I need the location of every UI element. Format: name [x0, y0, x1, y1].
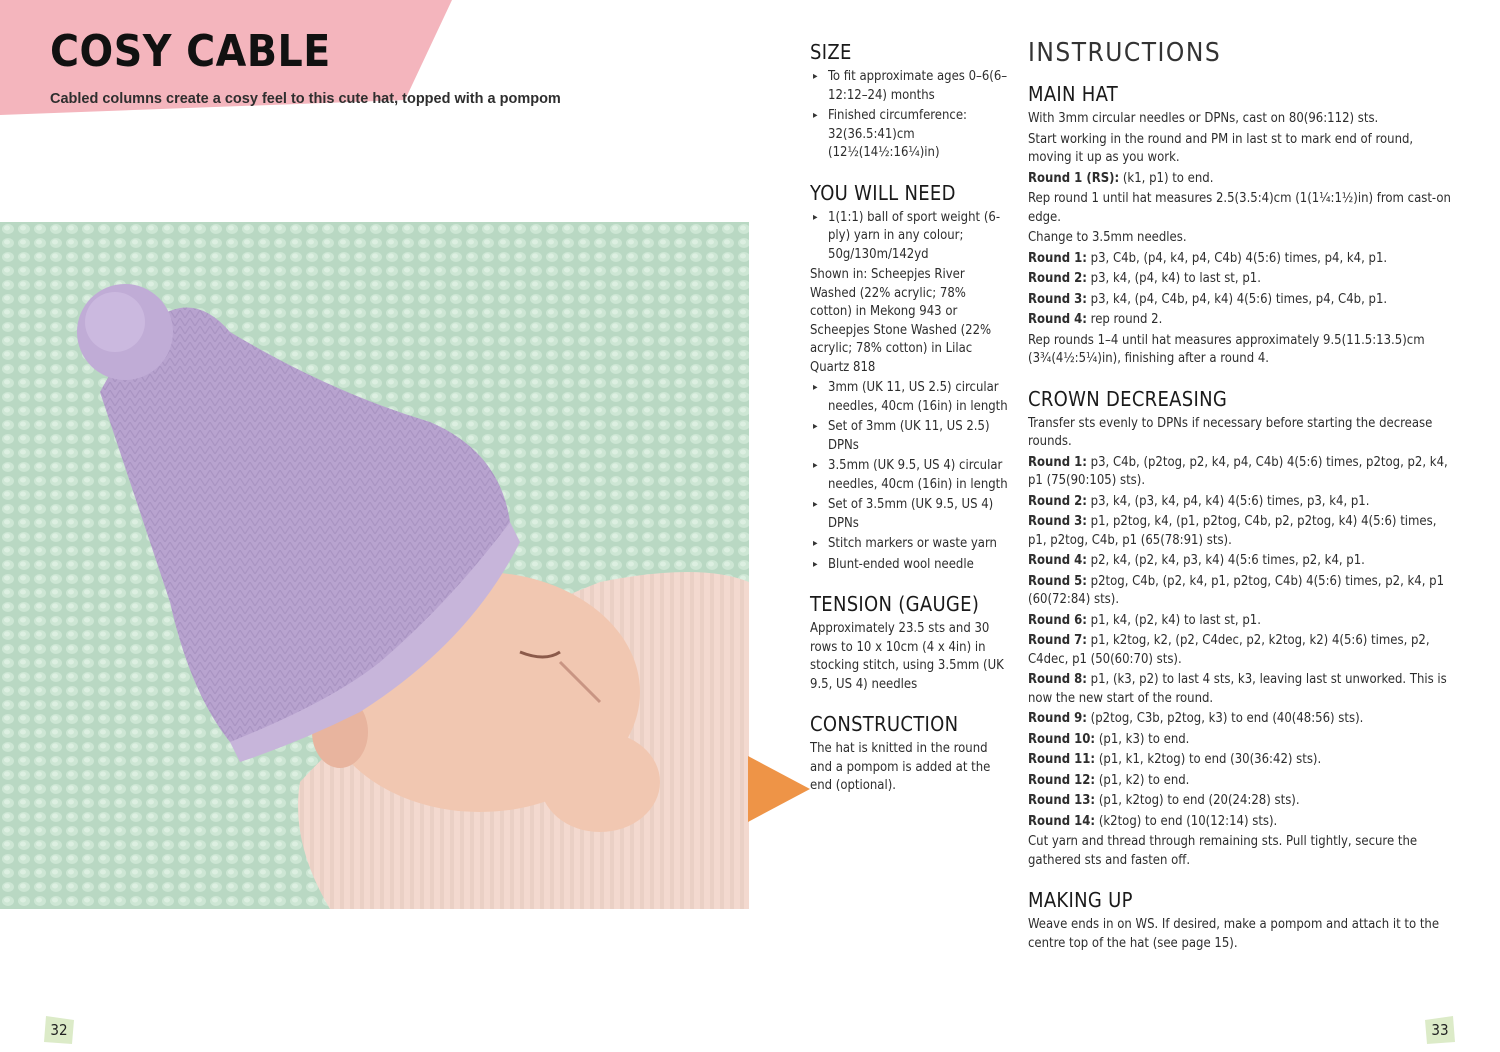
- main-hat-rounds: [1028, 250, 1458, 330]
- instruction-text: Rep round 1 until hat measures 2.5(3.5:4)cm (1(1¼:1½)in) from cast-on edge.: [1028, 191, 1451, 225]
- round-text: (p1, k2) to end.: [1095, 772, 1190, 788]
- round-text: p3, C4b, (p2tog, p2, k4, p4, C4b) 4(5:6) times, p2tog, p2, k4, p1 (75(90:105) sts).: [1028, 454, 1448, 488]
- baby-hat-photo: [0, 222, 749, 909]
- round-text: p1, p2tog, k4, (p1, p2tog, C4b, p2, p2tog, k4) 4(5:6) times, p1, p2tog, C4b, p1 (65(78:91) sts).: [1028, 514, 1437, 548]
- tension-heading: TENSION (GAUGE): [810, 592, 980, 616]
- round-label: Round 12:: [1028, 772, 1096, 788]
- round-text: p3, k4, (p3, k4, p4, k4) 4(5:6) times, p3, k4, p1.: [1086, 493, 1370, 509]
- page-number-right: [1423, 1014, 1457, 1046]
- round-line: [1028, 311, 1458, 330]
- round-line: [1028, 792, 1458, 811]
- material-item: ▸ Set of 3mm (UK 11, US 2.5) DPNs: [810, 418, 1010, 455]
- instruction-text: Change to 3.5mm needles.: [1028, 230, 1187, 245]
- round-line: [1028, 813, 1458, 832]
- round-line: [1028, 612, 1458, 631]
- round-line: [1028, 772, 1458, 791]
- instruction-text: Cut yarn and thread through remaining sts. Pull tightly, secure the gathered sts and fasten off.: [1028, 834, 1418, 868]
- shown-in-note: Shown in: Scheepjes River Washed (22% acrylic; 78% cotton) in Mekong 943 or Scheepjes Stone Washed (22% acrylic; 78% cotton) in Lilac Quartz 818: [810, 267, 992, 375]
- round-label: Round 7:: [1028, 633, 1087, 648]
- material-item: ▸ Stitch markers or waste yarn: [810, 535, 1010, 554]
- round-line: [1028, 270, 1458, 289]
- round-text: p2tog, C4b, (p2, k4, p1, p2tog, C4b) 4(5:6) times, p2, k4, p1 (60(72:84) sts).: [1028, 573, 1445, 607]
- round-label: Round 6:: [1028, 612, 1087, 628]
- tension-text: Approximately 23.5 sts and 30 rows to 10 x 10cm (4 x 4in) in stocking stitch, using 3.5mm (UK 9.5, US 4) needles: [810, 621, 1004, 692]
- round-text: p1, (k3, p2) to last 4 sts, k3, leaving last st unworked. This is now the new start of the round.: [1028, 672, 1447, 706]
- main-hat-section: [1028, 82, 1458, 369]
- main-hat-heading: MAIN HAT: [1028, 82, 1118, 106]
- round-text: p3, k4, (p4, C4b, p4, k4) 4(5:6) times, p4, C4b, p1.: [1086, 291, 1388, 307]
- page-arrow-decoration: [748, 756, 810, 822]
- round-text: p3, k4, (p4, k4) to last st, p1.: [1086, 271, 1261, 286]
- round-label: Round 14:: [1028, 813, 1096, 829]
- round-line: [1028, 671, 1458, 708]
- round-text: p3, C4b, (p4, k4, p4, C4b) 4(5:6) times, p4, k4, p1.: [1086, 250, 1388, 266]
- materials-column: [810, 40, 1010, 814]
- round-label: Round 10:: [1028, 731, 1096, 747]
- you-will-need-heading: YOU WILL NEED: [810, 180, 956, 205]
- instruction-text: Transfer sts evenly to DPNs if necessary before starting the decrease rounds.: [1028, 415, 1433, 449]
- making-up-text: Weave ends in on WS. If desired, make a pompom and attach it to the centre top of the hat (see page 15).: [1028, 917, 1440, 951]
- instruction-text: Rep rounds 1–4 until hat measures approximately 9.5(11.5:13.5)cm (3¾(4½:5¼)in), finishing after a round 4.: [1028, 332, 1425, 366]
- round-label: Round 3:: [1028, 291, 1087, 307]
- page-subtitle: Cabled columns create a cosy feel to this cute hat, topped with a pompom: [50, 91, 561, 107]
- round-line: [1028, 573, 1458, 610]
- round-label: Round 2:: [1028, 271, 1087, 286]
- making-up-heading: MAKING UP: [1028, 888, 1133, 912]
- construction-text: The hat is knitted in the round and a pompom is added at the end (optional).: [810, 741, 991, 793]
- material-item: ▸ 1(1:1) ball of sport weight (6-ply) yarn in any colour; 50g/130m/142yd: [810, 209, 1010, 265]
- round-label: Round 2:: [1028, 493, 1087, 509]
- round-text: (k2tog) to end (10(12:14) sts).: [1095, 813, 1278, 829]
- round-text: p1, k4, (p2, k4) to last st, p1.: [1086, 612, 1261, 628]
- round-text: rep round 2.: [1086, 312, 1163, 327]
- instructions-title: INSTRUCTIONS: [1028, 38, 1222, 68]
- construction-section: [810, 712, 1010, 796]
- round-text: p1, k2tog, k2, (p2, C4dec, p2, k2tog, k2) 4(5:6) times, p2, C4dec, p1 (50(60:70) sts).: [1028, 633, 1430, 667]
- round-label: Round 4:: [1028, 553, 1087, 568]
- round-label: Round 11:: [1028, 752, 1096, 767]
- round-label: Round 4:: [1028, 312, 1087, 327]
- size-item: ▸ Finished circumference: 32(36.5:41)cm (12½(14½:16¼)in): [810, 107, 1010, 163]
- page-number-text: 32: [50, 1021, 68, 1039]
- round-text: (p1, k1, k2tog) to end (30(36:42) sts).: [1095, 752, 1322, 767]
- round-label: Round 1:: [1028, 250, 1087, 266]
- round-line: [1028, 751, 1458, 770]
- size-section: [810, 40, 1010, 163]
- round-line: [1028, 632, 1458, 669]
- round-text: (p1, k3) to end.: [1095, 731, 1190, 747]
- crown-section: [1028, 387, 1458, 871]
- round-label: Round 1 (RS):: [1028, 170, 1120, 186]
- round-label: Round 5:: [1028, 573, 1087, 589]
- material-item: ▸ 3mm (UK 11, US 2.5) circular needles, 40cm (16in) in length: [810, 379, 1010, 416]
- round-label: Round 1:: [1028, 454, 1087, 470]
- round-label: Round 8:: [1028, 672, 1087, 687]
- round-text: (p2tog, C3b, p2tog, k3) to end (40(48:56) sts).: [1086, 711, 1364, 726]
- page-title: COSY CABLE: [50, 26, 331, 77]
- tension-section: [810, 592, 1010, 694]
- material-item: ▸ 3.5mm (UK 9.5, US 4) circular needles, 40cm (16in) in length: [810, 457, 1010, 494]
- construction-heading: CONSTRUCTION: [810, 712, 959, 736]
- round-line: [1028, 493, 1458, 512]
- round-line: [1028, 170, 1458, 189]
- round-line: [1028, 454, 1458, 491]
- round-line: [1028, 552, 1458, 571]
- page-number-left: [42, 1014, 76, 1046]
- round-line: [1028, 710, 1458, 729]
- material-item: ▸ Blunt-ended wool needle: [810, 556, 1010, 575]
- round-line: [1028, 731, 1458, 750]
- round-text: p2, k4, (p2, k4, p3, k4) 4(5:6 times, p2, k4, p1.: [1086, 553, 1365, 568]
- round-line: [1028, 250, 1458, 269]
- size-heading: SIZE: [810, 40, 852, 64]
- instruction-text: Start working in the round and PM in last st to mark end of round, moving it up as you work.: [1028, 131, 1414, 165]
- round-line: [1028, 513, 1458, 550]
- round-label: Round 9:: [1028, 711, 1087, 726]
- you-will-need-section: [810, 181, 1010, 575]
- material-item: ▸ Set of 3.5mm (UK 9.5, US 4) DPNs: [810, 496, 1010, 533]
- size-item: ▸ To fit approximate ages 0–6(6–12:12–24) months: [810, 68, 1010, 105]
- round-line: [1028, 291, 1458, 310]
- instructions-column: [1028, 38, 1458, 971]
- round-label: Round 13:: [1028, 793, 1096, 808]
- crown-rounds: [1028, 454, 1458, 832]
- crown-heading: CROWN DECREASING: [1028, 386, 1228, 411]
- making-up-section: [1028, 888, 1458, 953]
- round-text: (k1, p1) to end.: [1119, 170, 1214, 186]
- page-number-text: 33: [1431, 1021, 1449, 1039]
- round-label: Round 3:: [1028, 514, 1087, 529]
- round-text: (p1, k2tog) to end (20(24:28) sts).: [1095, 793, 1300, 808]
- instruction-text: With 3mm circular needles or DPNs, cast on 80(96:112) sts.: [1028, 111, 1379, 126]
